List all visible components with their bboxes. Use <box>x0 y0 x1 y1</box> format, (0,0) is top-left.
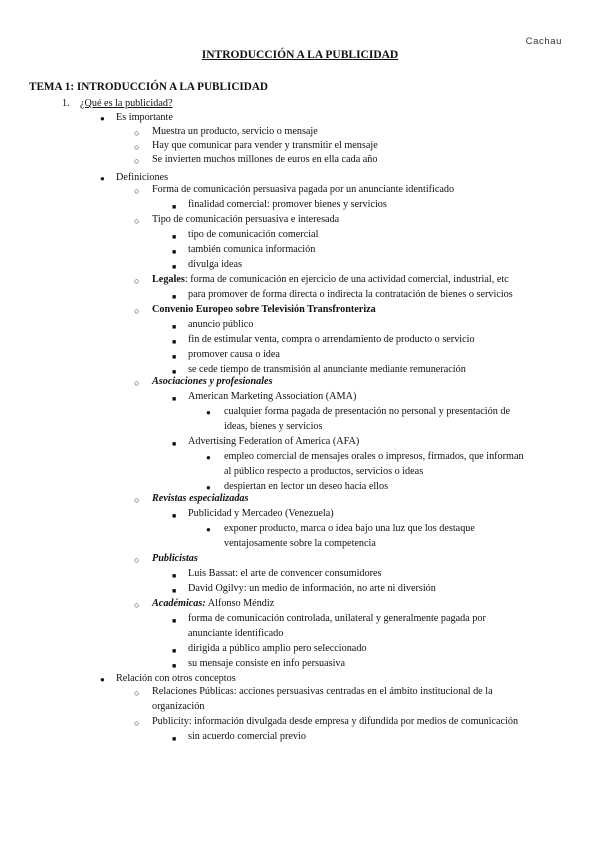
academicas-label: Académicas: <box>152 598 206 609</box>
list-item: organización <box>152 701 205 712</box>
list-item: American Marketing Association (AMA) <box>188 391 357 402</box>
disc-bullet-icon: ● <box>206 408 211 417</box>
list-item: ventajosamente sobre la competencia <box>224 538 376 549</box>
list-item: Hay que comunicar para vender y transmitir el mensaje <box>152 140 378 151</box>
list-item: Muestra un producto, servicio o mensaje <box>152 126 318 137</box>
list-item: anunciante identificado <box>188 628 284 639</box>
list-item: Es importante <box>116 112 173 123</box>
square-bullet-icon: ■ <box>172 353 177 361</box>
legales-label: Legales <box>152 274 185 285</box>
square-bullet-icon: ■ <box>172 735 177 743</box>
square-bullet-icon: ■ <box>172 293 177 301</box>
circle-bullet-icon: ○ <box>134 128 140 138</box>
circle-bullet-icon: ○ <box>134 216 140 226</box>
list-item: exponer producto, marca o idea bajo una luz que los destaque <box>224 523 475 534</box>
list-item: Publicidad y Mercadeo (Venezuela) <box>188 508 334 519</box>
list-item: Luis Bassat: el arte de convencer consumidores <box>188 568 382 579</box>
list-item: Publicity: información divulgada desde empresa y difundida por medios de comunicación <box>152 716 519 727</box>
list-item: su mensaje consiste en info persuasiva <box>188 658 346 669</box>
list-item: Advertising Federation of America (AFA) <box>188 436 360 447</box>
list-item: anuncio público <box>188 319 254 330</box>
list-item <box>152 598 274 610</box>
list-item: para promover de forma directa o indirecta la contratación de bienes o servicios <box>188 289 513 300</box>
list-item: fin de estimular venta, compra o arrendamiento de producto o servicio <box>188 334 475 345</box>
list-item: Revistas especializadas <box>152 493 249 504</box>
square-bullet-icon: ■ <box>172 248 177 256</box>
circle-bullet-icon: ○ <box>134 718 140 728</box>
list-item: Convenio Europeo sobre Televisión Transfronteriza <box>152 304 376 315</box>
list-item: empleo comercial de mensajes orales o impresos, firmados, que informan <box>224 451 524 462</box>
square-bullet-icon: ■ <box>172 233 177 241</box>
disc-bullet-icon: ● <box>206 483 211 492</box>
list-item: promover causa o idea <box>188 349 280 360</box>
list-item: se cede tiempo de transmisión al anunciante mediante remuneración <box>188 364 466 375</box>
square-bullet-icon: ■ <box>172 338 177 346</box>
square-bullet-icon: ■ <box>172 203 177 211</box>
square-bullet-icon: ■ <box>172 647 177 655</box>
circle-bullet-icon: ○ <box>134 156 140 166</box>
disc-bullet-icon: ● <box>100 675 105 684</box>
list-item: dirigida a público amplio pero seleccionado <box>188 643 367 654</box>
list-number: 1. <box>62 98 70 109</box>
circle-bullet-icon: ○ <box>134 306 140 316</box>
list-item: ideas, bienes y servicios <box>224 421 323 432</box>
square-bullet-icon: ■ <box>172 572 177 580</box>
square-bullet-icon: ■ <box>172 395 177 403</box>
list-item: Tipo de comunicación persuasiva e interesada <box>152 214 340 225</box>
square-bullet-icon: ■ <box>172 512 177 520</box>
list-item: cualquier forma pagada de presentación no personal y presentación de <box>224 406 510 417</box>
legales-text: : forma de comunicación en ejercicio de una actividad comercial, industrial, etc <box>184 274 509 285</box>
square-bullet-icon: ■ <box>172 263 177 271</box>
disc-bullet-icon: ● <box>100 174 105 183</box>
square-bullet-icon: ■ <box>172 323 177 331</box>
circle-bullet-icon: ○ <box>134 186 140 196</box>
circle-bullet-icon: ○ <box>134 276 140 286</box>
list-item: Definiciones <box>116 172 169 183</box>
question-heading: ¿Qué es la publicidad? <box>80 98 173 109</box>
list-item: Relación con otros conceptos <box>116 673 236 684</box>
square-bullet-icon: ■ <box>172 662 177 670</box>
author-label: Cachau <box>525 36 562 47</box>
list-item <box>152 274 509 286</box>
square-bullet-icon: ■ <box>172 440 177 448</box>
list-item: despiertan en lector un deseo hacia ellos <box>224 481 389 492</box>
document-title: INTRODUCCIÓN A LA PUBLICIDAD <box>201 49 399 61</box>
square-bullet-icon: ■ <box>172 587 177 595</box>
list-item: finalidad comercial: promover bienes y servicios <box>188 199 387 210</box>
circle-bullet-icon: ○ <box>134 600 140 610</box>
academicas-name: Alfonso Méndiz <box>205 598 275 609</box>
list-item: Se invierten muchos millones de euros en ella cada año <box>152 154 378 165</box>
circle-bullet-icon: ○ <box>134 555 140 565</box>
list-item: sin acuerdo comercial previo <box>188 731 306 742</box>
disc-bullet-icon: ● <box>206 525 211 534</box>
circle-bullet-icon: ○ <box>134 378 140 388</box>
disc-bullet-icon: ● <box>206 453 211 462</box>
list-item: David Ogilvy: un medio de información, no arte ni diversión <box>188 583 436 594</box>
square-bullet-icon: ■ <box>172 617 177 625</box>
list-item: Publicistas <box>152 553 198 564</box>
tema-heading: TEMA 1: INTRODUCCIÓN A LA PUBLICIDAD <box>29 81 269 93</box>
list-item: Asociaciones y profesionales <box>152 376 273 387</box>
list-item: al público respecto a productos, servicios o ideas <box>224 466 424 477</box>
circle-bullet-icon: ○ <box>134 495 140 505</box>
list-item: forma de comunicación controlada, unilateral y generalmente pagada por <box>188 613 486 624</box>
list-item: tipo de comunicación comercial <box>188 229 319 240</box>
circle-bullet-icon: ○ <box>134 688 140 698</box>
circle-bullet-icon: ○ <box>134 142 140 152</box>
list-item: Relaciones Públicas: acciones persuasivas centradas en el ámbito institucional de la <box>152 686 493 697</box>
list-item: también comunica información <box>188 244 316 255</box>
square-bullet-icon: ■ <box>172 368 177 376</box>
disc-bullet-icon: ● <box>100 114 105 123</box>
list-item: divulga ideas <box>188 259 243 270</box>
list-item: Forma de comunicación persuasiva pagada por un anunciante identificado <box>152 184 455 195</box>
